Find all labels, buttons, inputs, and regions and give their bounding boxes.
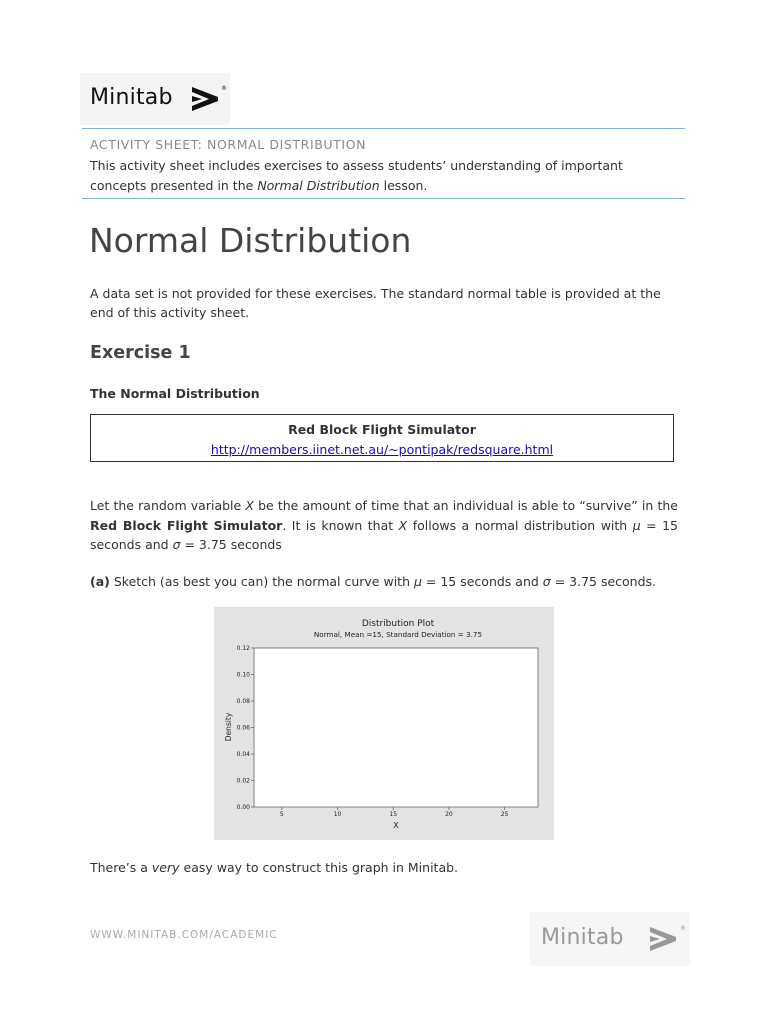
header-rule-bottom <box>82 198 685 199</box>
y-tick-label: 0.06 <box>236 724 250 732</box>
footer-logo-wordmark: Minitab <box>541 925 624 950</box>
logo-wordmark: Minitab <box>90 85 173 110</box>
x-tick-label: 15 <box>389 811 398 818</box>
x-axis-label: X <box>393 821 399 830</box>
exercise-heading: Exercise 1 <box>90 343 191 363</box>
x-tick-label: 20 <box>445 811 453 818</box>
simulator-title: Red Block Flight Simulator <box>288 422 476 437</box>
activity-sheet-description: This activity sheet includes exercises to assess students’ understanding of important concepts presented in the Normal Distribution lesson. <box>90 158 623 193</box>
y-tick-label: 0.00 <box>236 804 250 812</box>
distribution-plot <box>214 607 554 840</box>
minitab-arrow-icon <box>192 87 218 111</box>
y-tick-label: 0.04 <box>236 751 250 759</box>
plot-area <box>254 648 538 807</box>
simulator-link[interactable]: http://members.iinet.net.au/~pontipak/redsquare.html <box>210 442 554 457</box>
y-tick-label: 0.12 <box>236 645 250 653</box>
y-axis-label: Density <box>224 712 233 742</box>
part-a-question: (a) Sketch (as best you can) the normal curve with μ = 15 seconds and σ = 3.75 seconds. <box>90 574 657 589</box>
closing-sentence: There’s a very easy way to construct this graph in Minitab. <box>90 860 459 875</box>
x-tick-label: 10 <box>333 811 342 818</box>
x-tick-label: 25 <box>500 811 509 818</box>
y-tick-label: 0.02 <box>236 777 250 785</box>
exercise-subheading: The Normal Distribution <box>90 386 260 401</box>
chart-title: Distribution Plot <box>361 619 435 629</box>
simulator-box <box>90 414 674 462</box>
y-tick-label: 0.08 <box>236 698 250 706</box>
chart-subtitle: Normal, Mean =15, Standard Deviation = 3.75 <box>313 630 483 639</box>
footer-logo <box>530 912 690 966</box>
exercise-paragraph: Let the random variable X be the amount of time that an individual is able to “survive” in the Red Block Flight Simulator. It is known that X follows a normal distribution with μ = 15 seconds and σ = 3.75 seconds <box>90 498 678 552</box>
footer-url: WWW.MINITAB.COM/ACADEMIC <box>90 929 278 941</box>
distribution-plot-svg <box>214 607 554 840</box>
minitab-logo <box>80 73 230 125</box>
intro-paragraph: A data set is not provided for these exercises. The standard normal table is provided at the end of this activity sheet. <box>90 286 661 320</box>
x-tick-label: 5 <box>279 811 284 818</box>
page-title: Normal Distribution <box>89 221 412 260</box>
footer-arrow-icon <box>650 927 676 951</box>
y-tick-label: 0.10 <box>236 671 250 679</box>
activity-sheet-title: ACTIVITY SHEET: NORMAL DISTRIBUTION <box>90 137 367 152</box>
registered-mark: ® <box>221 85 227 92</box>
footer-registered-mark: ® <box>680 925 686 932</box>
header-rule-top <box>82 128 685 129</box>
